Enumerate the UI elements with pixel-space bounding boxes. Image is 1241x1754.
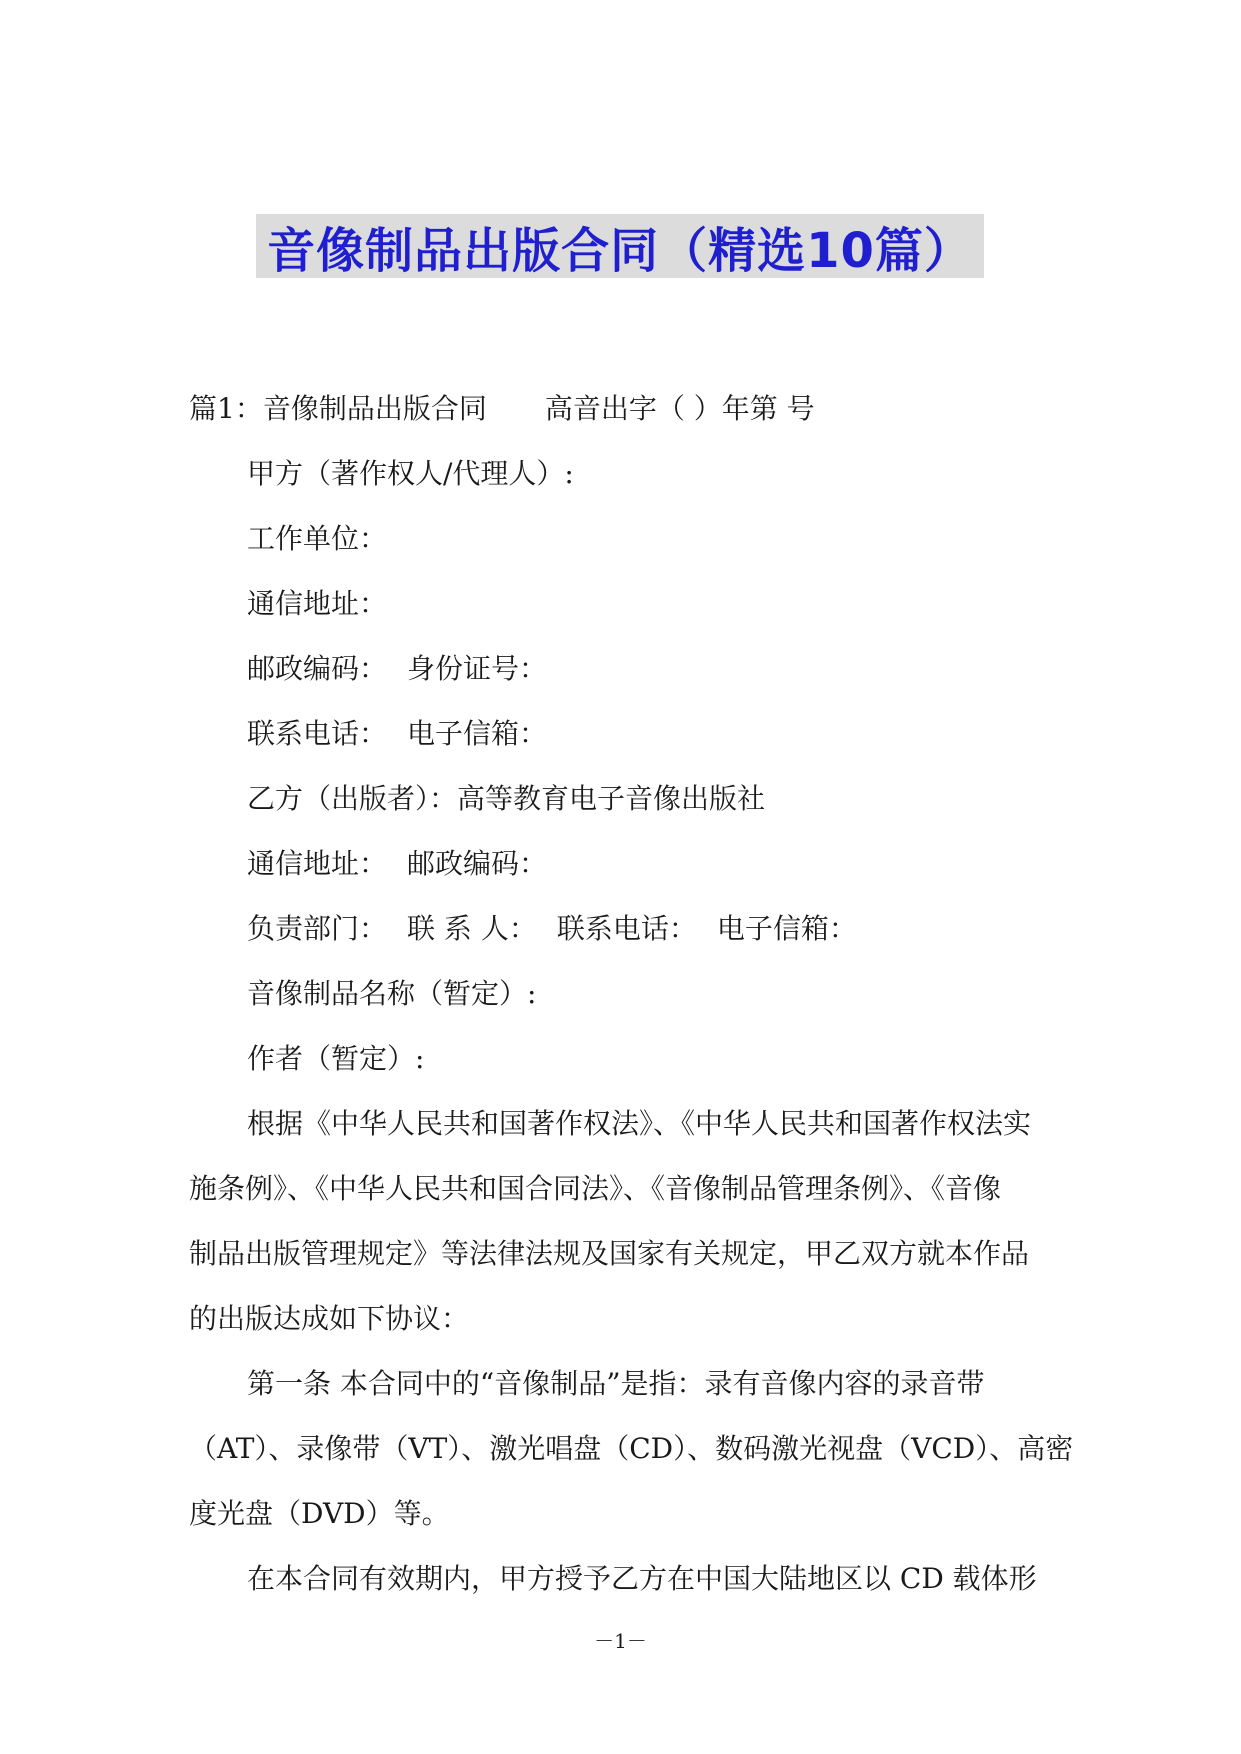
paragraph-1-line-4: 的出版达成如下协议： bbox=[189, 1302, 470, 1335]
postcode-id-line bbox=[247, 649, 547, 689]
paragraph-2-line-1: 第一条 本合同中的“音像制品”是指：录有音像内容的录音带 bbox=[247, 1367, 985, 1400]
paragraph-3-line-1: 在本合同有效期内，甲方授予乙方在中国大陆地区以 CD 载体形 bbox=[247, 1562, 1037, 1595]
dept-label: 负责部门： bbox=[247, 912, 388, 945]
party-b-line: 乙方（出版者）：高等教育电子音像出版社 bbox=[247, 782, 766, 815]
chapter-label: 篇1：音像制品出版合同 bbox=[189, 392, 487, 425]
postcode-a-label: 邮政编码： bbox=[247, 652, 388, 685]
product-name-line: 音像制品名称（暂定）: bbox=[247, 977, 537, 1010]
paragraph-2-line-3: 度光盘（DVD）等。 bbox=[189, 1497, 450, 1530]
document-number: 高音出字（ ）年第 号 bbox=[544, 392, 815, 425]
address-b-label: 通信地址： bbox=[247, 847, 388, 880]
email-b-label: 电子信箱： bbox=[716, 912, 857, 945]
party-a-line: 甲方（著作权人/代理人）: bbox=[247, 457, 574, 490]
phone-email-a-line bbox=[247, 714, 547, 754]
phone-a-label: 联系电话： bbox=[247, 717, 388, 750]
header-line bbox=[189, 389, 815, 429]
address-postcode-b-line bbox=[247, 844, 547, 884]
paragraph-1-line-3: 制品出版管理规定》等法律法规及国家有关规定，甲乙双方就本作品 bbox=[189, 1237, 1030, 1270]
author-line: 作者（暂定）: bbox=[247, 1042, 425, 1075]
page-number: －1－ bbox=[594, 1629, 647, 1653]
paragraph-1-line-1: 根据《中华人民共和国著作权法》、《中华人民共和国著作权法实 bbox=[247, 1107, 1032, 1140]
contact-label: 联 系 人： bbox=[407, 912, 537, 945]
address-a-line: 通信地址： bbox=[247, 587, 388, 620]
title-highlight bbox=[256, 214, 984, 278]
paragraph-2-line-2: （AT）、录像带（VT）、激光唱盘（CD）、数码激光视盘（VCD）、高密 bbox=[189, 1432, 1074, 1465]
postcode-b-label: 邮政编码： bbox=[407, 847, 548, 880]
id-number-label: 身份证号： bbox=[407, 652, 548, 685]
paragraph-1-line-2: 施条例》、《中华人民共和国合同法》、《音像制品管理条例》、《音像 bbox=[189, 1172, 1002, 1205]
document-title: 音像制品出版合同（精选10篇） bbox=[267, 222, 973, 279]
work-unit-line: 工作单位： bbox=[247, 522, 388, 555]
phone-b-label: 联系电话： bbox=[556, 912, 697, 945]
dept-contact-line bbox=[247, 909, 857, 949]
email-a-label: 电子信箱： bbox=[407, 717, 548, 750]
